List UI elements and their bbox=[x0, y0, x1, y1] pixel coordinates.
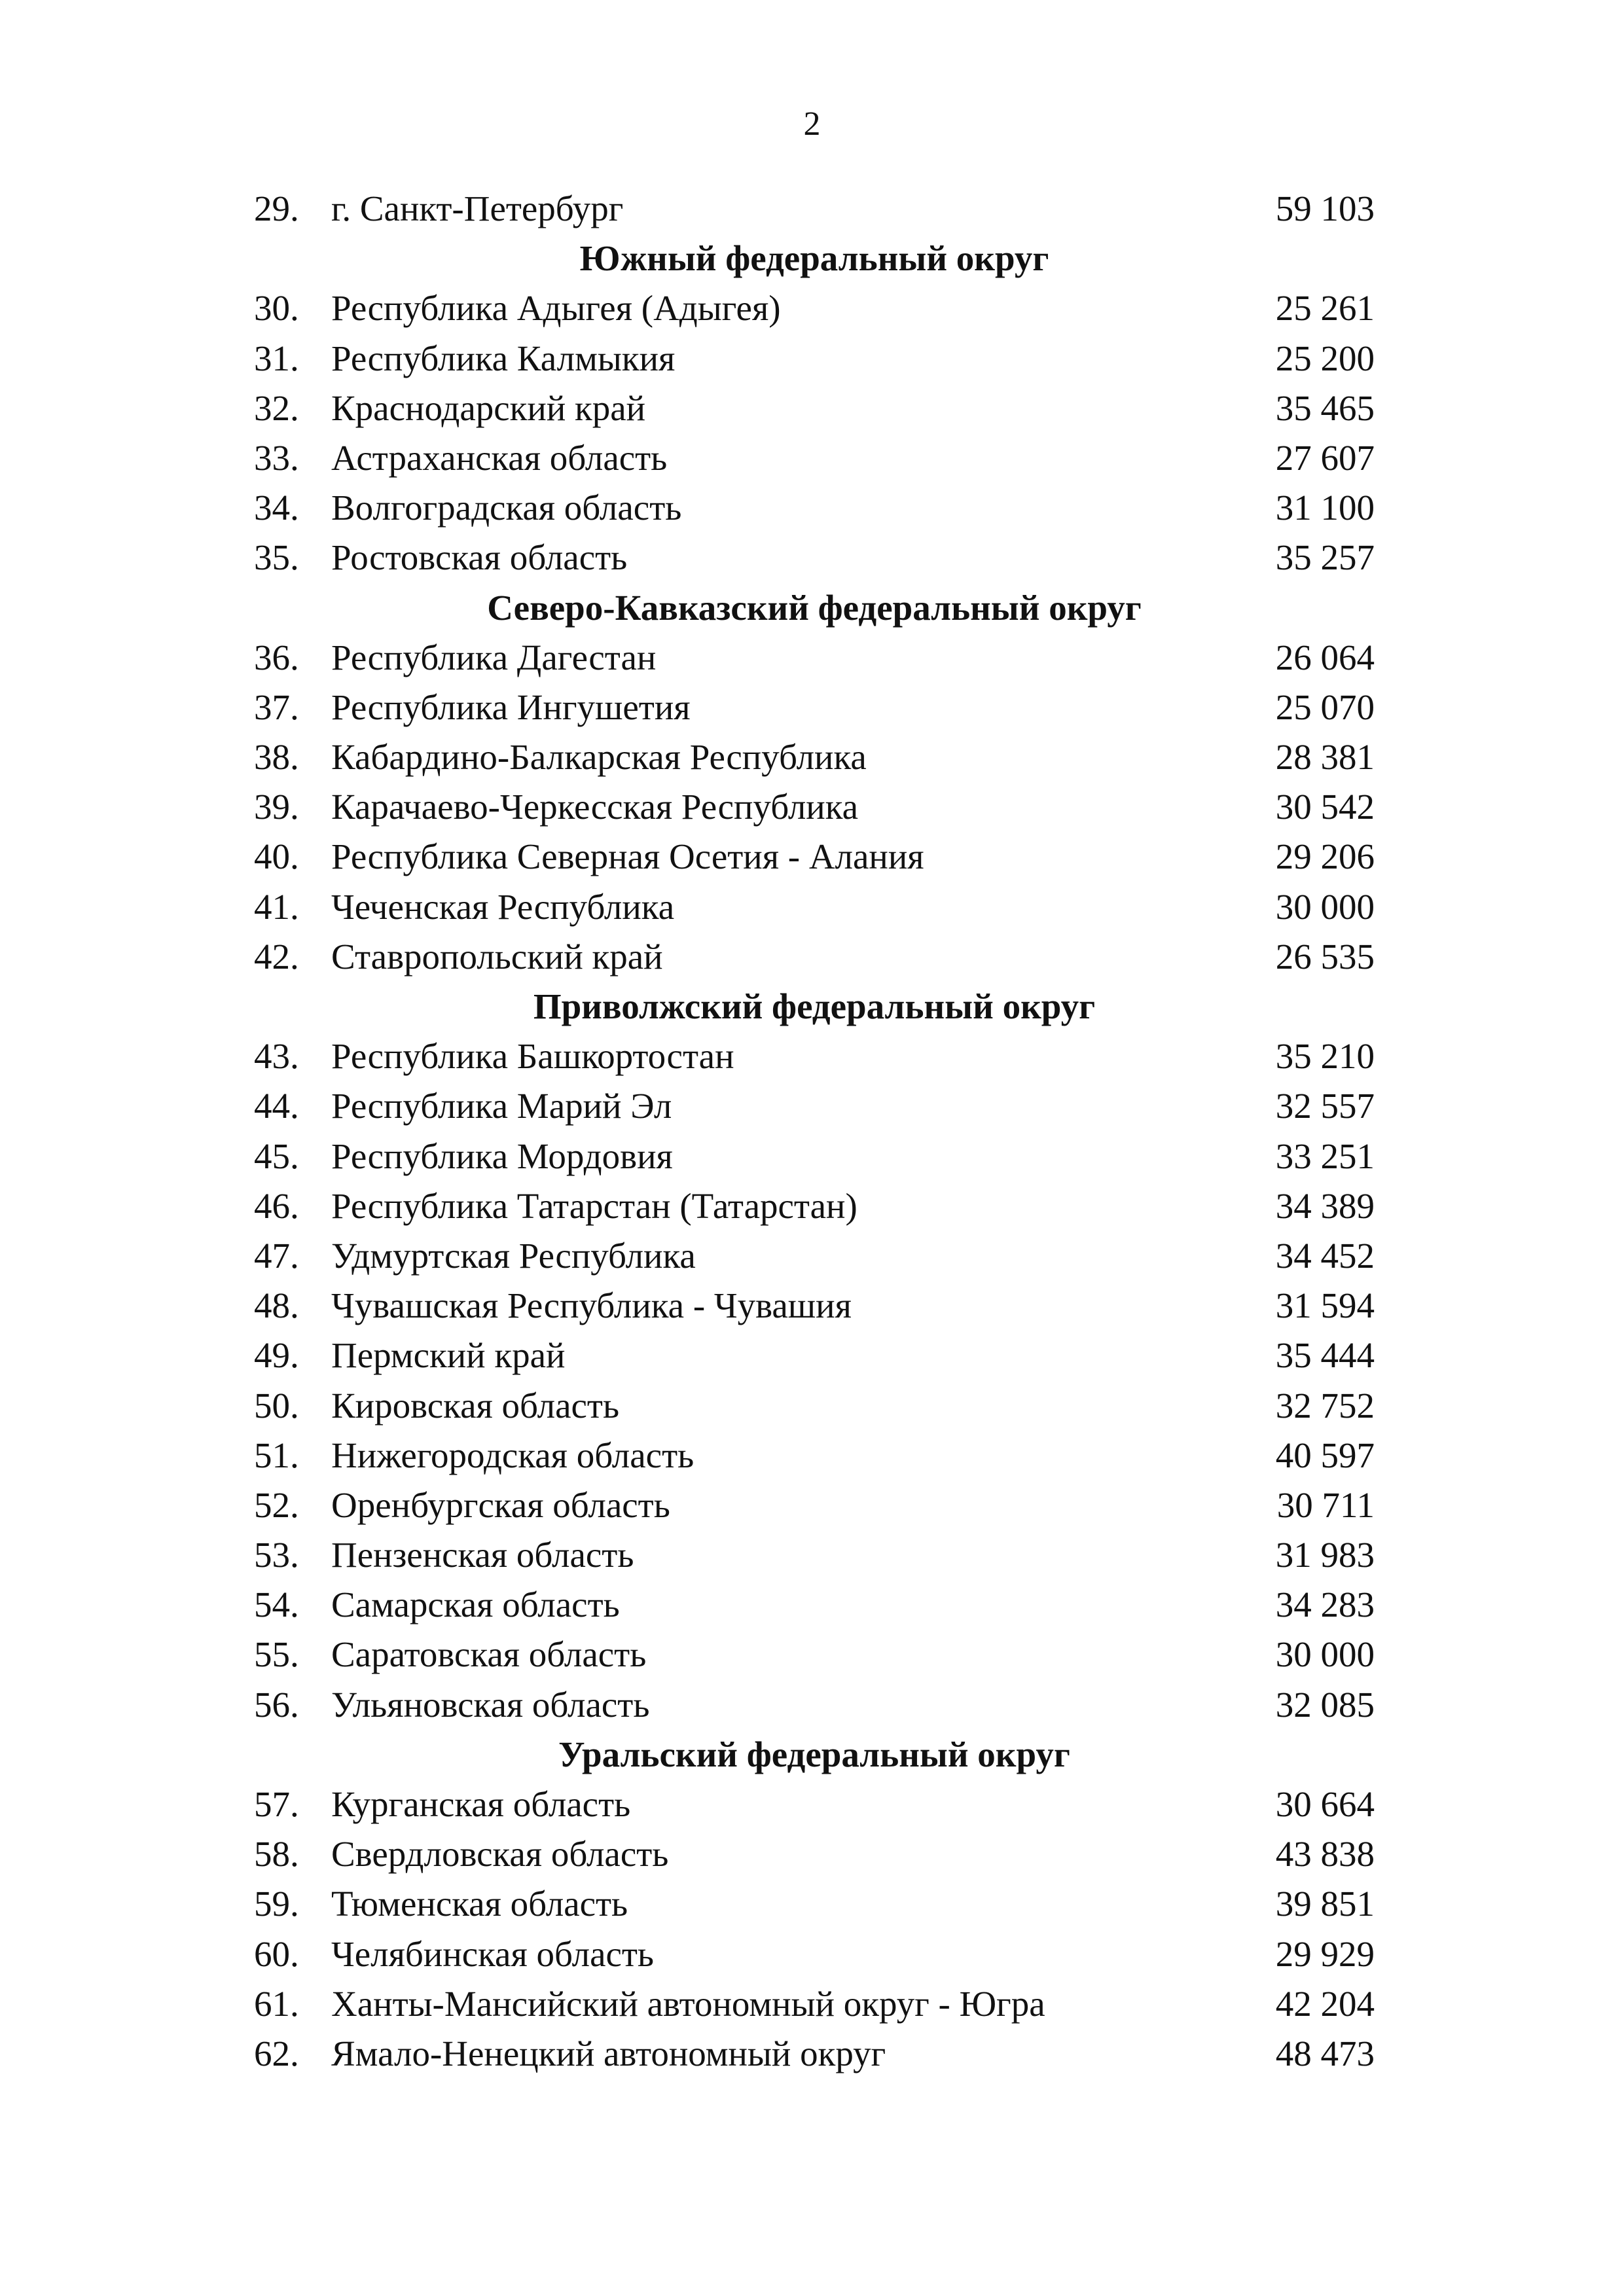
region-name: Ямало-Ненецкий автономный округ bbox=[331, 2033, 886, 2073]
table-row bbox=[254, 1829, 1375, 1879]
row-number: 39. bbox=[254, 787, 299, 827]
row-number: 58. bbox=[254, 1834, 299, 1874]
row-number: 51. bbox=[254, 1435, 299, 1475]
table-row bbox=[254, 732, 1375, 782]
region-name: Удмуртская Республика bbox=[331, 1235, 696, 1276]
row-number: 44. bbox=[254, 1086, 299, 1126]
table-row bbox=[254, 1181, 1375, 1231]
region-value: 32 085 bbox=[1275, 1684, 1375, 1725]
region-value: 26 535 bbox=[1275, 936, 1375, 977]
row-number: 49. bbox=[254, 1335, 299, 1376]
region-value: 30 542 bbox=[1275, 787, 1375, 827]
region-name: Республика Мордовия bbox=[331, 1136, 673, 1176]
district-heading: Уральский федеральный округ bbox=[558, 1734, 1070, 1774]
table-row bbox=[254, 1680, 1375, 1730]
row-number: 31. bbox=[254, 338, 299, 378]
table-row bbox=[254, 1780, 1375, 1829]
table-row bbox=[254, 1929, 1375, 1979]
row-number: 59. bbox=[254, 1884, 299, 1924]
region-value: 32 752 bbox=[1275, 1385, 1375, 1426]
district-heading: Северо-Кавказский федеральный округ bbox=[487, 587, 1142, 628]
region-name: Республика Татарстан (Татарстан) bbox=[331, 1185, 857, 1226]
region-value: 39 851 bbox=[1275, 1884, 1375, 1924]
table-row bbox=[254, 932, 1375, 982]
row-number: 36. bbox=[254, 637, 299, 677]
region-value: 29 206 bbox=[1275, 836, 1375, 877]
region-name: Пермский край bbox=[331, 1335, 566, 1376]
table-row bbox=[254, 483, 1375, 533]
table-row bbox=[254, 1480, 1375, 1530]
region-name: Республика Башкортостан bbox=[331, 1036, 734, 1077]
region-value: 31 594 bbox=[1275, 1285, 1375, 1326]
region-name: Республика Северная Осетия - Алания bbox=[331, 836, 924, 877]
region-value: 34 389 bbox=[1275, 1185, 1375, 1226]
row-number: 53. bbox=[254, 1535, 299, 1575]
region-name: Курганская область bbox=[331, 1784, 631, 1824]
region-value: 35 465 bbox=[1275, 387, 1375, 428]
table-row bbox=[254, 1580, 1375, 1630]
table-row bbox=[254, 882, 1375, 932]
region-value: 25 261 bbox=[1275, 288, 1375, 329]
region-name: Саратовская область bbox=[331, 1634, 647, 1675]
region-name: Ханты-Мансийский автономный округ - Югра bbox=[331, 1983, 1045, 2024]
region-name: Республика Калмыкия bbox=[331, 338, 676, 378]
table-row bbox=[254, 433, 1375, 483]
region-value: 59 103 bbox=[1275, 188, 1375, 228]
region-name: Оренбургская область bbox=[331, 1484, 670, 1525]
region-value: 25 200 bbox=[1275, 338, 1375, 378]
region-value: 33 251 bbox=[1275, 1136, 1375, 1176]
row-number: 38. bbox=[254, 737, 299, 778]
district-heading: Приволжский федеральный округ bbox=[533, 986, 1096, 1026]
table-row bbox=[254, 782, 1375, 832]
row-number: 32. bbox=[254, 387, 299, 428]
table-row bbox=[254, 1132, 1375, 1181]
table-row bbox=[254, 2029, 1375, 2079]
region-value: 34 283 bbox=[1275, 1585, 1375, 1625]
row-number: 57. bbox=[254, 1784, 299, 1824]
row-number: 35. bbox=[254, 537, 299, 578]
row-number: 55. bbox=[254, 1634, 299, 1675]
row-number: 52. bbox=[254, 1484, 299, 1525]
region-value: 40 597 bbox=[1275, 1435, 1375, 1475]
table-row bbox=[254, 1031, 1375, 1081]
region-name: Кабардино-Балкарская Республика bbox=[331, 737, 867, 778]
region-value: 30 000 bbox=[1275, 1634, 1375, 1675]
region-value: 42 204 bbox=[1275, 1983, 1375, 2024]
row-number: 37. bbox=[254, 687, 299, 727]
region-name: Республика Адыгея (Адыгея) bbox=[331, 288, 781, 329]
table-row bbox=[254, 1381, 1375, 1431]
table-row bbox=[254, 1879, 1375, 1929]
region-name: Астраханская область bbox=[331, 437, 668, 478]
row-number: 47. bbox=[254, 1235, 299, 1276]
region-value: 31 983 bbox=[1275, 1535, 1375, 1575]
region-name: Челябинская область bbox=[331, 1933, 655, 1974]
region-name: Республика Дагестан bbox=[331, 637, 657, 677]
row-number: 45. bbox=[254, 1136, 299, 1176]
table-row bbox=[254, 384, 1375, 433]
region-value: 35 257 bbox=[1275, 537, 1375, 578]
table-row bbox=[254, 633, 1375, 683]
region-name: Свердловская область bbox=[331, 1834, 669, 1874]
table-row bbox=[254, 1081, 1375, 1131]
region-name: Нижегородская область bbox=[331, 1435, 695, 1475]
row-number: 34. bbox=[254, 488, 299, 528]
region-name: Чувашская Республика - Чувашия bbox=[331, 1285, 852, 1326]
region-name: Волгоградская область bbox=[331, 488, 682, 528]
region-name: Республика Ингушетия bbox=[331, 687, 691, 727]
row-number: 33. bbox=[254, 437, 299, 478]
table-row bbox=[254, 283, 1375, 333]
region-value: 26 064 bbox=[1275, 637, 1375, 677]
region-name: Ростовская область bbox=[331, 537, 628, 578]
row-number: 61. bbox=[254, 1983, 299, 2024]
row-number: 29. bbox=[254, 188, 299, 228]
region-value: 30 664 bbox=[1275, 1784, 1375, 1824]
row-number: 56. bbox=[254, 1684, 299, 1725]
table-row bbox=[254, 683, 1375, 732]
region-name: Тюменская область bbox=[331, 1884, 628, 1924]
region-value: 30 711 bbox=[1276, 1484, 1375, 1525]
region-name: Ульяновская область bbox=[331, 1684, 650, 1725]
region-table bbox=[254, 184, 1375, 2079]
row-number: 30. bbox=[254, 288, 299, 329]
table-row bbox=[254, 1331, 1375, 1380]
region-value: 32 557 bbox=[1275, 1086, 1375, 1126]
table-row bbox=[254, 533, 1375, 583]
row-number: 60. bbox=[254, 1933, 299, 1974]
row-number: 48. bbox=[254, 1285, 299, 1326]
region-value: 27 607 bbox=[1275, 437, 1375, 478]
region-name: Пензенская область bbox=[331, 1535, 634, 1575]
region-name: Кировская область bbox=[331, 1385, 620, 1426]
region-name: г. Санкт-Петербург bbox=[331, 188, 624, 228]
table-row bbox=[254, 1530, 1375, 1580]
table-row bbox=[254, 1431, 1375, 1480]
table-row bbox=[254, 1281, 1375, 1331]
region-value: 35 210 bbox=[1275, 1036, 1375, 1077]
region-name: Карачаево-Черкесская Республика bbox=[331, 787, 858, 827]
row-number: 50. bbox=[254, 1385, 299, 1426]
region-name: Республика Марий Эл bbox=[331, 1086, 672, 1126]
region-value: 43 838 bbox=[1275, 1834, 1375, 1874]
district-heading: Южный федеральный округ bbox=[579, 238, 1049, 279]
table-row bbox=[254, 184, 1375, 234]
region-name: Краснодарский край bbox=[331, 387, 646, 428]
region-value: 48 473 bbox=[1275, 2033, 1375, 2073]
page-number: 2 bbox=[803, 105, 821, 143]
region-value: 31 100 bbox=[1275, 488, 1375, 528]
region-value: 29 929 bbox=[1275, 1933, 1375, 1974]
row-number: 40. bbox=[254, 836, 299, 877]
table-row bbox=[254, 832, 1375, 882]
table-row bbox=[254, 1979, 1375, 2029]
region-value: 35 444 bbox=[1275, 1335, 1375, 1376]
row-number: 43. bbox=[254, 1036, 299, 1077]
row-number: 46. bbox=[254, 1185, 299, 1226]
row-number: 41. bbox=[254, 886, 299, 927]
region-value: 25 070 bbox=[1275, 687, 1375, 727]
region-value: 30 000 bbox=[1275, 886, 1375, 927]
row-number: 42. bbox=[254, 936, 299, 977]
region-name: Чеченская Республика bbox=[331, 886, 675, 927]
table-row bbox=[254, 1231, 1375, 1281]
table-row bbox=[254, 1630, 1375, 1679]
region-value: 28 381 bbox=[1275, 737, 1375, 778]
row-number: 62. bbox=[254, 2033, 299, 2073]
region-name: Ставропольский край bbox=[331, 936, 663, 977]
row-number: 54. bbox=[254, 1585, 299, 1625]
region-value: 34 452 bbox=[1275, 1235, 1375, 1276]
table-row bbox=[254, 334, 1375, 384]
region-name: Самарская область bbox=[331, 1585, 620, 1625]
